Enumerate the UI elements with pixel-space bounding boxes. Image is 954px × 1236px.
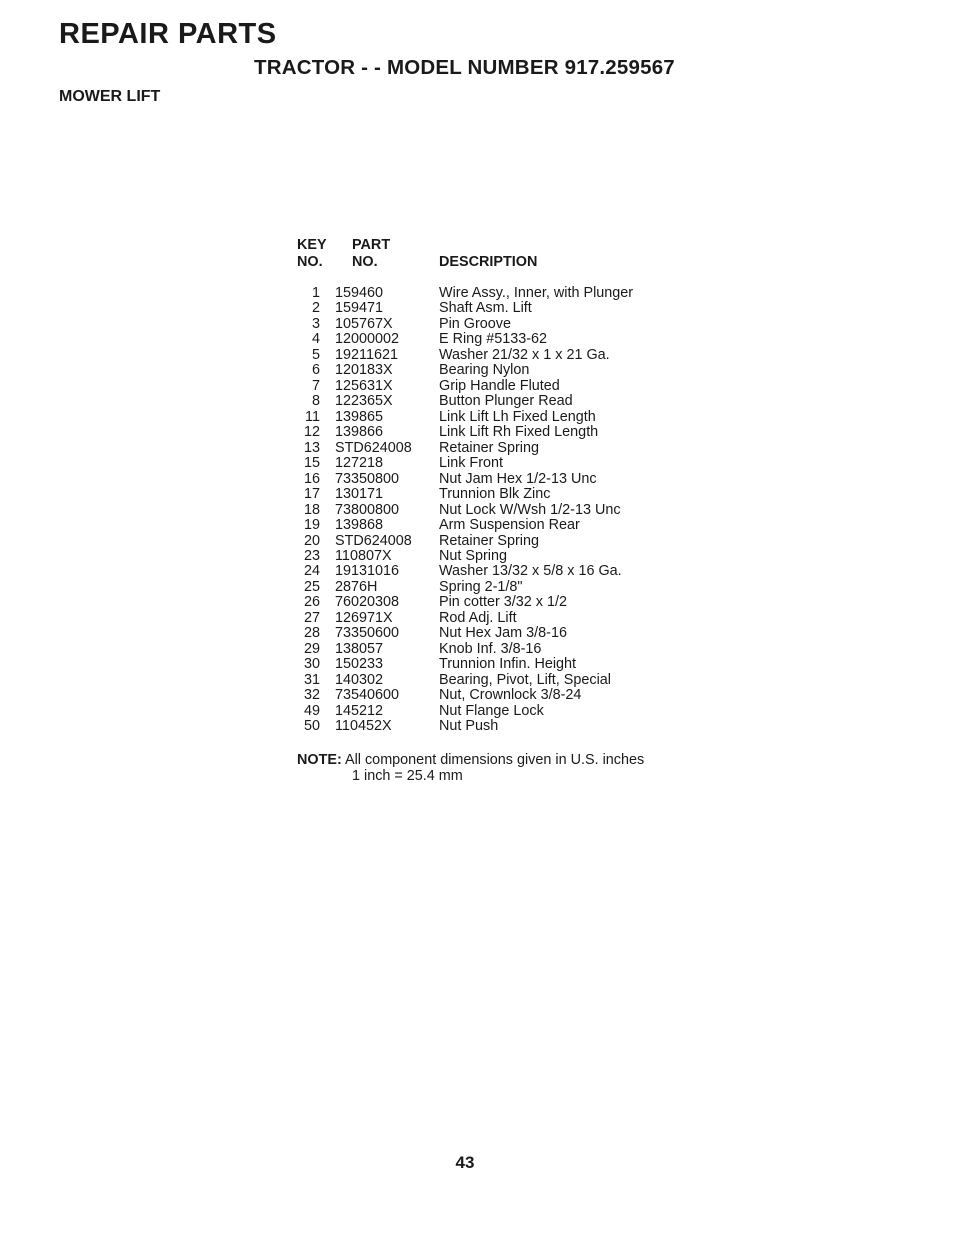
row-key: 6 bbox=[311, 362, 320, 379]
row-key: 25 bbox=[303, 578, 320, 595]
note-line2: 1 inch = 25.4 mm bbox=[352, 768, 463, 784]
row-key: 1 bbox=[311, 285, 320, 301]
row-description: Grip Handle Fluted bbox=[439, 377, 560, 394]
row-key: 8 bbox=[311, 393, 320, 410]
row-part-number: 150233 bbox=[335, 656, 384, 673]
row-part-number: 125631X bbox=[335, 377, 393, 394]
note-line1: All component dimensions given in U.S. inches bbox=[345, 752, 645, 768]
row-key: 24 bbox=[303, 563, 320, 580]
row-part-number: 19211621 bbox=[335, 346, 398, 363]
row-key: 31 bbox=[303, 671, 320, 688]
note bbox=[297, 752, 644, 784]
section-title: MOWER LIFT bbox=[59, 88, 161, 105]
header-part-line2: NO. bbox=[352, 254, 378, 270]
row-key: 20 bbox=[303, 532, 320, 549]
row-part-number: STD624008 bbox=[335, 439, 412, 456]
row-part-number: 2876H bbox=[335, 578, 378, 595]
row-part-number: 19131016 bbox=[335, 563, 400, 580]
row-key: 27 bbox=[303, 609, 320, 626]
row-key: 13 bbox=[303, 439, 320, 456]
row-key: 15 bbox=[303, 455, 320, 472]
row-key: 16 bbox=[303, 470, 320, 487]
row-key: 32 bbox=[303, 687, 320, 704]
row-description: Trunnion Infin. Height bbox=[439, 656, 577, 673]
row-part-number: 120183X bbox=[335, 362, 393, 379]
row-part-number: 73350600 bbox=[335, 625, 400, 642]
row-key: 28 bbox=[303, 625, 320, 642]
row-description: Link Front bbox=[439, 455, 503, 472]
row-description: Nut Lock W/Wsh 1/2-13 Unc bbox=[439, 501, 621, 518]
row-part-number: 73540600 bbox=[335, 687, 400, 704]
row-description: Rod Adj. Lift bbox=[439, 609, 517, 626]
row-key: 19 bbox=[303, 517, 320, 534]
row-part-number: 76020308 bbox=[335, 594, 400, 611]
row-description: Nut Hex Jam 3/8-16 bbox=[439, 625, 567, 642]
row-part-number: 159460 bbox=[335, 285, 384, 301]
row-part-number: 127218 bbox=[335, 455, 384, 472]
row-part-number: 110807X bbox=[335, 547, 392, 564]
row-part-number: 145212 bbox=[335, 702, 384, 719]
row-description: Washer 13/32 x 5/8 x 16 Ga. bbox=[439, 563, 622, 580]
row-description: Spring 2-1/8" bbox=[439, 578, 523, 595]
row-key: 18 bbox=[303, 501, 320, 518]
row-part-number: 122365X bbox=[335, 393, 393, 410]
row-part-number: 130171 bbox=[335, 486, 384, 503]
row-key: 49 bbox=[303, 702, 320, 719]
row-description: Nut Jam Hex 1/2-13 Unc bbox=[439, 470, 597, 487]
row-part-number: 139868 bbox=[335, 517, 384, 534]
row-key: 7 bbox=[311, 377, 320, 394]
row-part-number: 73350800 bbox=[335, 470, 400, 487]
row-description: Knob Inf. 3/8-16 bbox=[439, 640, 542, 657]
row-key: 4 bbox=[311, 331, 320, 348]
row-description: Retainer Spring bbox=[439, 532, 539, 549]
row-description: Bearing, Pivot, Lift, Special bbox=[439, 671, 611, 688]
row-description: Pin Groove bbox=[439, 315, 511, 332]
row-description: Pin cotter 3/32 x 1/2 bbox=[439, 594, 567, 611]
row-description: Trunnion Blk Zinc bbox=[439, 486, 551, 503]
row-key: 2 bbox=[311, 300, 320, 317]
row-key: 5 bbox=[311, 346, 320, 363]
note-label: NOTE: bbox=[297, 752, 342, 768]
row-key: 3 bbox=[311, 315, 320, 332]
row-description: Nut Flange Lock bbox=[439, 702, 544, 719]
row-part-number: 139865 bbox=[335, 408, 384, 425]
row-description: E Ring #5133-62 bbox=[439, 331, 548, 348]
header-key-line1: KEY bbox=[297, 237, 327, 253]
model-number-heading: TRACTOR - - MODEL NUMBER 917.259567 bbox=[254, 56, 675, 79]
row-key: 12 bbox=[303, 424, 320, 441]
row-description: Nut, Crownlock 3/8-24 bbox=[439, 687, 582, 704]
row-part-number: 110452X bbox=[335, 718, 392, 735]
row-key: 50 bbox=[303, 718, 320, 735]
row-key: 29 bbox=[303, 640, 320, 657]
row-key: 26 bbox=[303, 594, 320, 611]
row-part-number: 159471 bbox=[335, 300, 384, 317]
row-description: Retainer Spring bbox=[439, 439, 539, 456]
row-description: Nut Push bbox=[439, 718, 499, 735]
header-key-line2: NO. bbox=[297, 254, 323, 270]
row-part-number: 12000002 bbox=[335, 331, 400, 348]
row-description: Link Lift Rh Fixed Length bbox=[439, 424, 599, 441]
row-key: 17 bbox=[303, 486, 320, 503]
row-part-number: 105767X bbox=[335, 315, 393, 332]
page-number: 43 bbox=[455, 1153, 475, 1172]
row-description: Link Lift Lh Fixed Length bbox=[439, 408, 596, 425]
page-title: REPAIR PARTS bbox=[59, 18, 277, 50]
row-description: Bearing Nylon bbox=[439, 362, 530, 379]
row-part-number: 73800800 bbox=[335, 501, 400, 518]
row-key: 23 bbox=[303, 547, 320, 564]
row-part-number: 139866 bbox=[335, 424, 384, 441]
row-description: Nut Spring bbox=[439, 547, 507, 564]
row-key: 30 bbox=[303, 656, 320, 673]
row-description: Arm Suspension Rear bbox=[439, 517, 580, 534]
row-description: Wire Assy., Inner, with Plunger bbox=[439, 285, 634, 301]
row-part-number: 140302 bbox=[335, 671, 384, 688]
row-part-number: 126971X bbox=[335, 609, 393, 626]
row-key: 11 bbox=[305, 408, 320, 425]
header-part-line1: PART bbox=[352, 237, 391, 253]
row-part-number: STD624008 bbox=[335, 532, 412, 549]
row-description: Button Plunger Read bbox=[439, 393, 573, 410]
row-part-number: 138057 bbox=[335, 640, 384, 657]
header-description: DESCRIPTION bbox=[439, 254, 538, 270]
row-description: Washer 21/32 x 1 x 21 Ga. bbox=[439, 346, 610, 363]
row-description: Shaft Asm. Lift bbox=[439, 300, 532, 317]
